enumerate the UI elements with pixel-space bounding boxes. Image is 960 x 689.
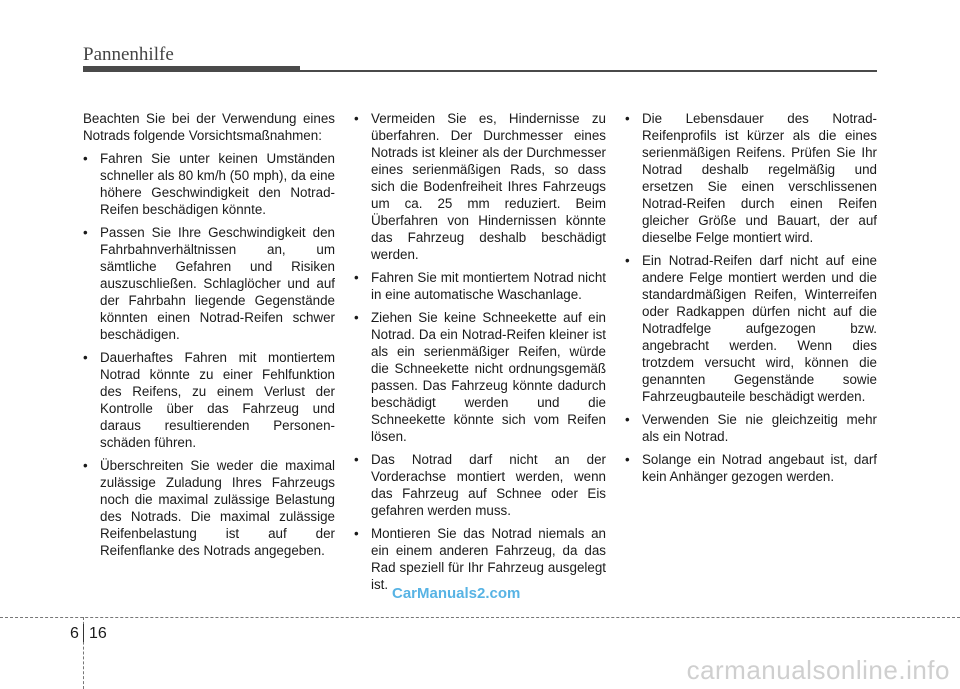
- list-item: • Überschreiten Sie weder die maximal zulässige Zuladung Ihres Fahrzeugs noch die maximal zulässige Belastung des Notrads. Die maximal zulässige Reifenbelastung ist auf der Reifenflanke des Notrads angegeben.: [83, 457, 335, 559]
- header-rule-thick: [83, 66, 300, 72]
- list-item: • Fahren Sie mit montiertem Notrad nicht in eine automatische Waschanlage.: [354, 269, 606, 303]
- precaution-list-2: [354, 110, 606, 593]
- list-item: • Passen Sie Ihre Geschwindigkeit den Fahrbahnverhältnissen an, um sämtliche Gefahren und Risiken auszuschließen. Schlaglöcher und auf der Fahrbahn liegende Gegenstände könnten einen Notrad-Reifen schwer beschädigen.: [83, 224, 335, 343]
- list-item: • Ein Notrad-Reifen darf nicht auf eine andere Felge montiert werden und die standardmäßigen Reifen, Winterreifen oder Radkappen dürfen nicht auf die Notradfelge aufgezogen bzw. angebracht werden. Wenn dies trotzdem versucht wird, können die genannten Gegenstände sowie Fahrzeugbauteile beschädigt werden.: [625, 252, 877, 405]
- list-item: • Solange ein Notrad angebaut ist, darf kein Anhänger gezogen werden.: [625, 451, 877, 485]
- precaution-list-3: [625, 110, 877, 485]
- chapter-number: 6: [70, 625, 79, 642]
- list-item: • Das Notrad darf nicht an der Vorderachse montiert werden, wenn das Fahrzeug auf Schnee oder Eis gefahren werden muss.: [354, 451, 606, 519]
- page-number-divider: [83, 624, 84, 642]
- intro-paragraph: Beachten Sie bei der Verwendung eines Notrads folgende Vorsichtsmaßnahmen:: [83, 111, 335, 143]
- page-number: 16: [89, 625, 107, 642]
- list-item: • Vermeiden Sie es, Hindernisse zu überfahren. Der Durchmesser eines Notrads ist kleiner als der Durchmesser eines serienmäßigen Rads, so dass sich die Bodenfreiheit Ihres Fahrzeugs um ca. 25 mm reduziert. Beim Überfahren von Hindernissen könnte das Fahrzeug deshalb beschädigt werden.: [354, 110, 606, 263]
- list-item: • Verwenden Sie nie gleichzeitig mehr als ein Notrad.: [625, 411, 877, 445]
- text-column-3: [625, 110, 877, 491]
- list-item: • Die Lebensdauer des Notrad-Reifenprofils ist kürzer als die eines serienmäßigen Reifens. Prüfen Sie Ihr Notrad deshalb regelmäßig und ersetzen Sie einen verschlissenen Notrad-Reifen durch einen Reifen gleicher Größe und Bauart, der auf dieselbe Felge montiert wird.: [625, 110, 877, 246]
- header-rule-thin: [300, 70, 877, 72]
- text-column-2: [354, 110, 606, 599]
- site-watermark: carmanualsonline.info: [686, 655, 950, 685]
- list-item: • Fahren Sie unter keinen Umständen schneller als 80 km/h (50 mph), da eine höhere Geschwindigkeit den Notrad-Reifen beschädigen könnte.: [83, 150, 335, 218]
- list-item: • Montieren Sie das Notrad niemals an ein einem anderen Fahrzeug, da das Rad speziell für Ihr Fahrzeug ausgelegt ist.: [354, 525, 606, 593]
- watermark-link[interactable]: CarManuals2.com: [392, 585, 521, 602]
- precaution-list-1: [83, 150, 335, 559]
- list-item: • Ziehen Sie keine Schneekette auf ein Notrad. Da ein Notrad-Reifen kleiner ist als ein serienmäßiger Reifen, würde die Schneekette nicht ordnungsgemäß passen. Das Fahrzeug könnte dadurch beschädigt werden und die Schneekette könnte sich vom Reifen lösen.: [354, 309, 606, 445]
- list-item: • Dauerhaftes Fahren mit montiertem Notrad könnte zu einer Fehlfunktion des Reifens, zu einem Verlust der Kontrolle über das Fahrzeug und daraus resultierenden Personenschäden führen.: [83, 349, 335, 451]
- section-title: Pannenhilfe: [83, 44, 174, 65]
- footer-rule: [0, 617, 960, 618]
- text-column-1: [83, 110, 335, 565]
